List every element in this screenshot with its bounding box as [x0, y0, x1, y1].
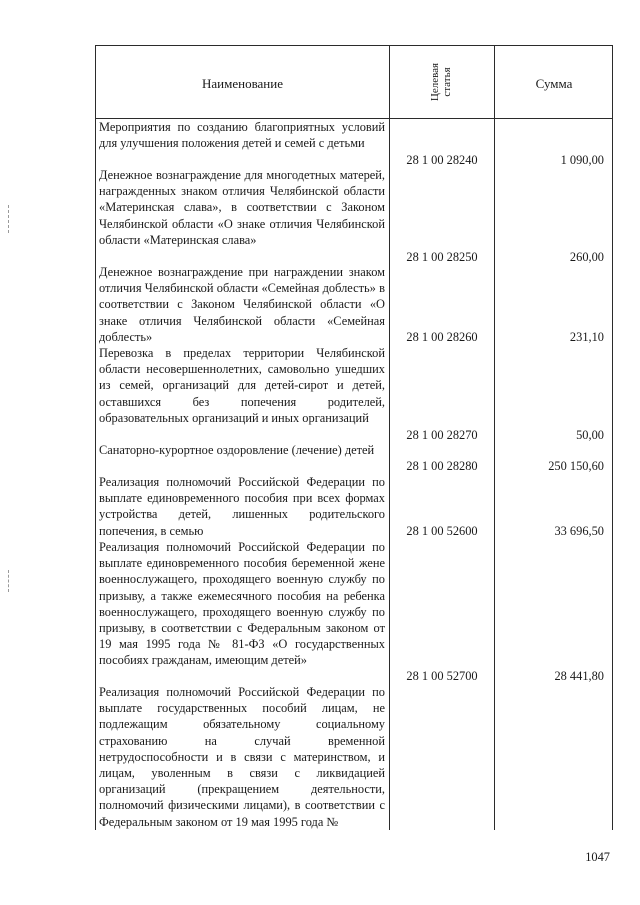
row-5-code: 28 1 00 52600 [406, 524, 478, 538]
budget-table [95, 45, 613, 830]
row-7-description: Реализация полномочий Российской Федерации по выплате государственных пособий лицам, не подлежащим обязательному социальному страхованию на случай временной нетрудоспособности и в связи с материнством, и лицам, уволенным в связи с ликвидацией организаций (прекращением деятельности, полномочий физическими лицами), в соответствии с Федеральным законом от 19 мая 1995 года № [99, 685, 385, 829]
header-sum: Сумма [535, 76, 573, 91]
row-2-description: Денежное вознаграждение при награждении знаком отличия Челябинской области «Семейная доблесть» в соответствии с Законом Челябинской области «О знаке отличия Челябинской области «Семейная доблесть» [99, 265, 385, 344]
margin-mark [8, 205, 9, 233]
column-divider-2 [494, 46, 495, 830]
row-6-code: 28 1 00 52700 [406, 669, 478, 683]
row-5-sum: 33 696,50 [554, 524, 604, 538]
row-3-code: 28 1 00 28270 [406, 428, 478, 442]
header-code-cell [389, 46, 494, 118]
row-3-sum: 50,00 [576, 428, 604, 442]
row-2-code: 28 1 00 28260 [406, 330, 478, 344]
row-3-description: Перевозка в пределах территории Челябинской области несовершеннолетних, самовольно ушедших из семей, организаций для детей-сирот и детей, оставшихся без попечения родителей, образовательных организаций и иных организаций [99, 346, 385, 425]
page-number: 1047 [585, 850, 610, 864]
row-1-code: 28 1 00 28250 [406, 250, 478, 264]
row-1-sum: 260,00 [569, 250, 604, 264]
row-0-sum: 1 090,00 [560, 153, 604, 167]
row-4-description: Санаторно-курортное оздоровление (лечение) детей [99, 443, 375, 457]
row-4-code: 28 1 00 28280 [406, 459, 478, 473]
row-5-description: Реализация полномочий Российской Федерации по выплате единовременного пособия при всех формах устройства детей, лишенных родительского попечения, в семью [99, 475, 385, 538]
row-6-description: Реализация полномочий Российской Федерации по выплате единовременного пособия беременной жене военнослужащего, проходящего военную службу по призыву, а также ежемесячного пособия на ребенка военнослужащего, проходящего военную службу по призыву, в соответствии с Федеральным законом от 19 мая 1995 года № 81-ФЗ «О государственных пособиях гражданам, имеющим детей» [99, 540, 385, 668]
header-code-text: Целевая статья [429, 62, 454, 102]
row-4-sum: 250 150,60 [548, 459, 604, 473]
row-0-description: Мероприятия по созданию благоприятных условий для улучшения положения детей и семей с детьми [99, 120, 385, 151]
row-1-description: Денежное вознаграждение для многодетных матерей, награжденных знаком отличия Челябинской области «Материнская слава», в соответствии с Законом Челябинской области «О знаке отличия Челябинской области «Материнская слава» [99, 168, 385, 247]
header-name: Наименование [202, 76, 283, 91]
column-divider-1 [389, 46, 390, 830]
margin-mark [8, 570, 9, 592]
header-code [429, 63, 453, 101]
row-6-sum: 28 441,80 [554, 669, 604, 683]
row-2-sum: 231,10 [569, 330, 604, 344]
row-0-code: 28 1 00 28240 [406, 153, 478, 167]
